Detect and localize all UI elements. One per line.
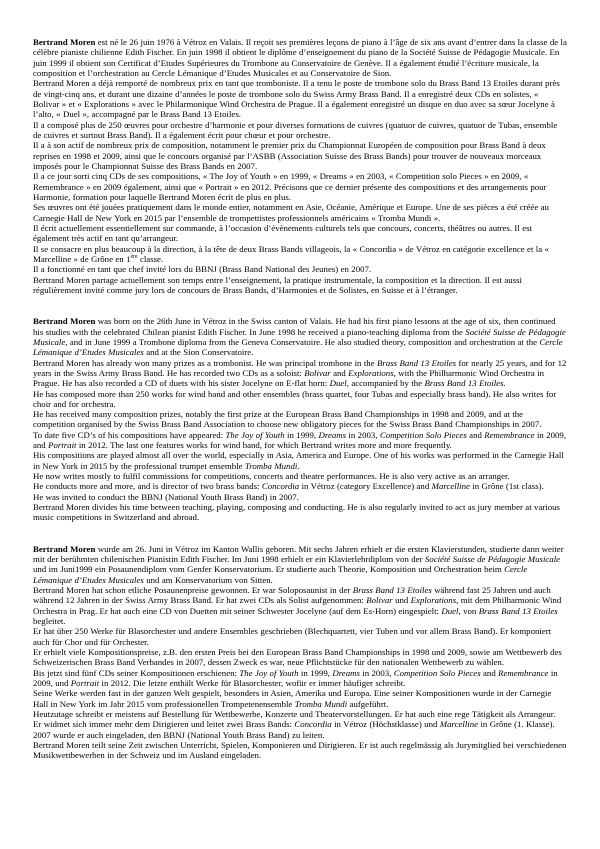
text-run: in 2003, [346,429,380,440]
text-run: Dreams [332,667,360,678]
text-run: was born on the 26th June in Vétroz in the Swiss canton of Valais. He had his first piano lessons at the age of six, then continued his studies with the celebrated Chilean pianist Edith Fischer. In June 1998 he received a piano-teaching diploma from the [33,316,556,337]
text-run: Bertrand Moren divides his time between teaching, playing, composing and conducting. He is also regularly invited to act as jury member at various music competitions in Switzerland and abroad. [33,502,560,523]
paragraph [33,409,567,430]
text-run: in 2003, [359,667,394,678]
paragraph [33,481,567,491]
paragraph [33,544,567,585]
text-run: To date five CD’s of his compositions have appeared: [33,429,226,440]
text-run: Er erhielt viele Kompositionspreise, z.B. den ersten Preis bei den European Brass Band Championships in 1998 und 2009, sowie am Wettbewerb des Schweizerischen Brass Band Verbandes in 2007, dessen Zweck es war, neue Pflichtstücke für den nationalen Wettbewerb zu wählen. [33,647,562,668]
text-run: Bertrand Moren a déjà remporté de nombreux prix en tant que tromboniste. Il a tenu le poste de trombone solo du Brass Band 13 Etoiles durant près de vingt-cinq ans, et durant une dizaine d’années le poste de trombone solo du Swiss Army Brass Band. Il a enregistré deux CDs en solistes, « Bolivar » et « Explorations » avec le Philarmonique Wind Orchestra de Prague. Il a également enregistré un disque en duo avec sa sœur Jocelyne à l’alto, « Duel », accompagné par le Brass Band 13 Etoiles. [33,78,560,120]
text-run: est né le 26 juin 1976 à Vétroz en Valais. Il reçoit ses premières leçons de piano à l’âge de six ans avant d’entrer dans la classe de la célèbre pianiste chilienne Edith Fischer. En juin 1998 il obtient le diplôme d’enseignement du piano de la Société Suisse de Pédagogie Musicale. En juin 1999 il obtient son Certificat d’Etudes Supérieures du Trombone au Conservatoire de Genève. Il a également étudié l’écriture musicale, la composition et l’orchestration au Cercle Lémanique d’Etudes Musicales et au Conservatoire de Sion. [33,37,567,78]
text-run: Il a ce jour sorti cinq CDs de ses compositions, « The Joy of Youth » en 1999, « Dreams » en 2003, « Competition solo Pieces » en 2009, « Remembrance » en 2009 également, ainsi que « Portrait » en 2012. Précisons que ce dernier présente des compositions et des arrangements pour Harmonie, formation pour laquelle Bertrand Moren écrit de plus en plus. [33,171,547,202]
text-run: in 2012. Die letzte enthält Werke für Blasorchester, wofür er immer häufiger schreibt. [99,678,406,689]
text-run: Seine Werke werden fast in der ganzen Welt gespielt, besonders in Asien, Amerika und Europa. Eine seiner Kompositionen wurde in der Carnegie Hall in New York im Jahr 2015 vom professionellen Trompetenensemble [33,688,552,709]
paragraph [33,471,567,481]
bio-section-english [33,316,567,523]
paragraph [33,430,567,451]
paragraph [33,585,567,626]
text-run: Bertrand Moren [33,543,96,554]
text-run: in Vétroz (Höchstklasse) und [331,719,440,730]
text-run: He has composed more than 250 works for wind band and other ensembles (brass quartet, four Tubas and especially brass band). He also writes for choir and for orchestra. [33,388,557,409]
text-run: Portrait [48,440,77,451]
text-run: begleitet. [33,616,66,627]
paragraph [33,492,567,502]
paragraph [33,626,567,647]
paragraph [33,647,567,668]
text-run: The Joy of Youth [225,429,285,440]
text-run: in 2009, and [33,429,567,451]
text-run: . [297,460,300,471]
text-run: Concordia [261,481,300,492]
paragraph [33,450,567,471]
text-run: Duel [329,378,347,389]
text-run: Bertrand Moren teilt seine Zeit zwischen Unterricht, Spielen, Komponieren und Dirigieren. Er ist auch regelmässig als Jurymitglied bei verschiedenen Musikwettbewerben in der Schweiz und im Ausland eingeladen. [33,740,567,761]
bio-section-german [33,544,567,761]
text-run: Bertrand Moren [33,37,96,47]
text-run: Brass Band 13 Etoiles [377,357,457,368]
text-run: Brass Band 13 Etoiles. [424,378,506,389]
paragraph [33,719,567,729]
text-run: Explorations [410,595,457,606]
text-run: in 2012. The last one features works for wind band, for which Bertrand writes more and more frequently. [76,440,452,451]
text-run: ère [130,253,138,260]
text-run: und im Juni1999 ein Posaunendiplom vom Genfer Konservatorium. Er studierte auch Theorie, Komposition und Orchestration beim [33,564,505,575]
text-run: Cercle Lémanique d’Etudes Musicales [33,336,563,358]
text-run: and [466,429,485,440]
text-run: Société Suisse de Pédagogie Musicale, [33,326,566,347]
text-run: Heutzutage schreibt er meistens auf Bestellung für Wettbewerbe, Konzerte und Theatervorstellungen. Er hat auch eine rege Tätigkeit als Arrangeur. [33,709,556,720]
text-run: Remembrance [484,429,535,440]
paragraph [33,171,567,202]
paragraph [33,244,567,265]
text-run: Marcelline [431,481,470,492]
text-run: Bertrand Moren has already won many prizes as a trombonist. He was principal trombone in the [33,357,377,368]
paragraph [33,275,567,296]
text-run: Bolivar [304,367,331,378]
text-run: Il a fonctionné en tant que chef invité lors du BBNJ (Brass Band National des Jeunes) en 2007. [33,264,372,275]
text-run: Il écrit actuellement essentiellement sur commande, à l’occasion d’évènements culturels tels que concours, concerts, théâtres ou autres. Il est également très actif en tant qu’arrangeur. [33,222,532,244]
paragraph [33,202,567,223]
text-run: Bertrand Moren hat schon etliche Posaunenpreise gewonnen. Er war Soloposaunist in der [33,585,353,596]
text-run: 2007 wurde er auch eingeladen, den BBNJ (National Youth Brass Band) zu leiten. [33,729,325,740]
text-run: Ses œuvres ont été jouées pratiquement dans le monde entier, notamment en Asie, Océanie, Amérique et Europe. Une de ses pièces a été créée au Carnegie Hall de New York en 2015 par l’ensemble de trompettistes professionnels américains « Tromba Mundi ». [33,202,549,223]
text-run: He was invited to conduct the BBNJ (National Youth Brass Band) in 2007. [33,491,299,502]
text-run: Brass Band 13 Etoiles [478,605,558,616]
text-run: , von [458,605,479,616]
paragraph [33,389,567,410]
paragraph [33,709,567,719]
text-run: Il a à son actif de nombreux prix de composition, notamment le premier prix du Championnat Européen de composition pour Brass Band à deux reprises en 1998 et 2009, ainsi que le concours organisé par l’ASBB (Association Suisse des Brass Bands) pour trouver de nouveaux morceaux imposés pour le Championnat Suisse des Brass Bands en 2007. [33,140,546,171]
text-run: in 1999, [284,429,319,440]
paragraph [33,264,567,274]
text-run: He now writes mostly to fulfil commissions for competitions, concerts and theatre performances. He is also very active as an arranger. [33,471,510,482]
text-run: Brass Band 13 Etoiles [352,585,432,596]
text-run: Dreams [318,429,347,440]
text-run: classe. [137,253,164,264]
text-run: Tromba Mundi [244,460,298,471]
text-run: and [480,667,499,678]
text-run: , with the Philharmonic Wind Orchestra in Prague. He has also recorded a CD of duets with his sister Jocelyne on E-flat horn: [33,367,545,389]
paragraph [33,316,567,357]
paragraph [33,223,567,244]
paragraph [33,120,567,141]
text-run: He has received many composition prizes, notably the first prize at the European Brass Band Championships in 1998 and 2009, and at the competition organised by the Swiss Brass Band Association to choose new obligatory pieces for the Swiss Brass Band Championships in 2007. [33,409,542,430]
text-run: for nearly 25 years, and for 12 years in the Swiss Army Brass Band. He has recorded two CDs as a soloist: [33,357,567,378]
text-run: Explorations [348,367,394,378]
text-run: Bertrand Moren [33,316,96,327]
text-run: His compositions are played almost all over the world, especially in Asia, America and Europe. One of his works was performed in the Carnegie Hall in New York in 2015 by the professional trumpet ensemble [33,450,564,471]
text-run: in Vétroz (category Excellence) and [299,481,432,492]
paragraph [33,740,567,761]
paragraph [33,688,567,709]
paragraph [33,730,567,740]
text-run: in Grône (1st class). [469,481,544,492]
text-run: Tromba Mundi [294,698,348,709]
text-run: and in June 1999 a Trombone diploma from the Geneva Conservatoire. He also studied theory, composition and orchestration at the [67,336,540,347]
text-run: aufgeführt. [347,698,389,709]
text-run: in 1999, [298,667,333,678]
text-run: Cercle Lémanique d’Etudes Musicales [33,564,528,585]
text-run: und am Konservatorium von Sitten. [143,574,273,585]
text-run: Er hat über 250 Werke für Blasorchester und andere Ensembles geschrieben (Blechquartett, vier Tuben und vor allem Brass Band). Er komponiert auch für Chor und für Orchester. [33,626,552,647]
paragraph [33,358,567,389]
paragraph [33,140,567,171]
text-run: The Joy of Youth [239,667,299,678]
text-run: He conducts more and more, and is director of two brass bands: [33,481,262,492]
text-run: , accompanied by the [346,378,425,389]
text-run: wurde am 26. Juni in Vétroz im Kanton Wallis geboren. Mit sechs Jahren erhielt er die ersten Klavierstunden, studierte dann weiter mit der berühmten chilenischen Pianistin Edith Fischer. Im Juni 1998 erhielt er ein Klavierlehrdiplom von der [33,543,564,565]
text-run: Remembrance [498,667,549,678]
text-run: Competition Solo Pieces [393,667,481,678]
text-run: Il a composé plus de 250 œuvres pour orchestre d’harmonie et pour diverses formations de cuivres (quatuor de cuivres, quatuor de Tubas, ensemble de cuivres et surtout Brass Band). Il a également écrit pour chœur et pour orchestre. [33,119,558,140]
paragraph [33,502,567,523]
text-run: Bis jetzt sind fünf CDs seiner Kompositionen erschienen: [33,667,240,678]
text-run: , mit dem Philharmonic Wind Orchestra in Prag. Er hat auch eine CD von Duetten mit seiner Schwester Jocelyne (auf dem Es-Horn) eingespielt: [33,595,562,616]
text-run: and at the Sion Conservatoire. [143,347,254,358]
paragraph [33,37,567,78]
paragraph [33,668,567,689]
text-run: Portrait [70,678,100,689]
text-run: Société Suisse de Pédagogie Musicale [424,554,561,565]
text-run: Concordia [294,719,332,730]
text-run: Il se consacre en plus beaucoup à la direction, à la tête de deux Brass Bands villageois, la « Concordia » de Vétroz en catégorie excellence et la « Marcelline » de Grône en 1 [33,243,549,264]
text-run: Marcelline [439,719,479,730]
text-run: und [392,595,411,606]
text-run: Bolivar [366,595,393,606]
text-run: in 2009, und [33,667,558,689]
text-run: Duel [441,605,459,616]
text-run: Bertrand Moren partage actuellement son temps entre l’enseignement, la pratique instrumentale, la composition et la direction. Il est aussi régulièrement invité comme jury lors de concours de Brass Bands, d’Harmonies et de Solistes, en Suisse et à l’étranger. [33,274,522,295]
bio-section-french [33,37,567,295]
text-run: and [330,367,349,378]
text-run: Competition Solo Pieces [379,429,467,440]
text-run: in Grône (1. Klasse). [478,719,555,730]
paragraph [33,78,567,119]
text-run: während fast 25 Jahren und auch während 12 Jahren in der Swiss Army Brass Band. Er hat zwei CDs als Solist aufgenommen: [33,585,551,606]
text-run: Er widmet sich immer mehr dem Dirigieren und leitet zwei Brass Bands: [33,719,295,730]
